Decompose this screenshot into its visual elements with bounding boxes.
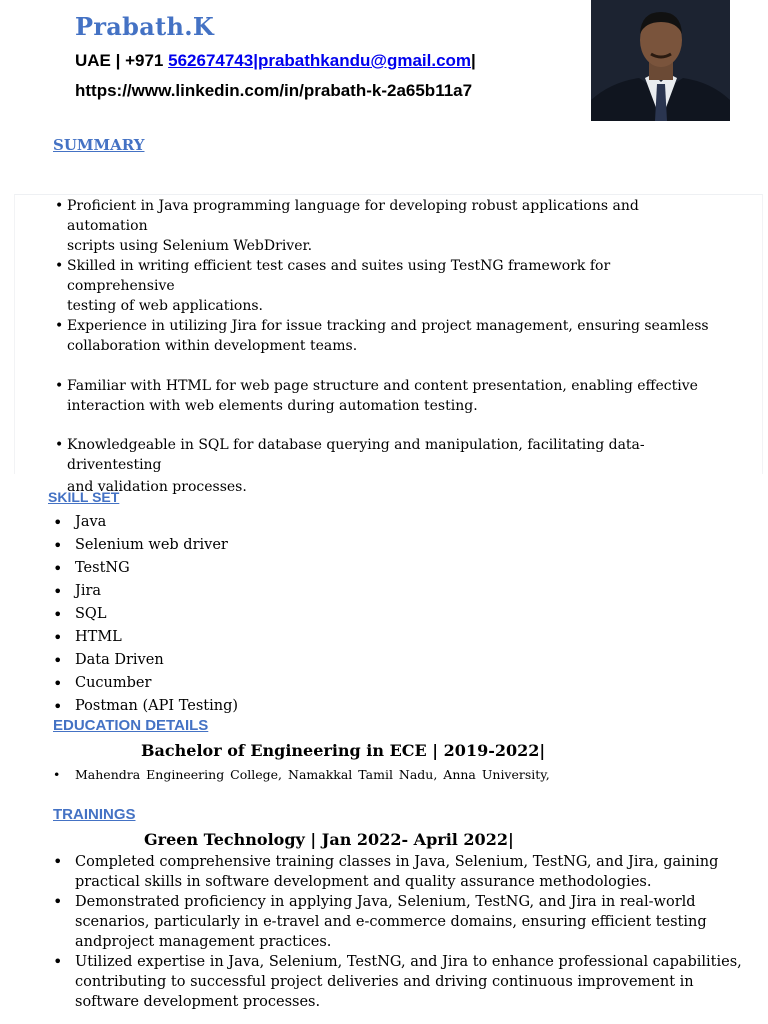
bullet-icon: •	[53, 767, 61, 782]
summary-line-1: Experience in utilizing Jira for issue tracking and project management, ensuring seamless	[67, 318, 709, 334]
list-item: • Demonstrated proficiency in applying Java, Selenium, TestNG, and Jira in real-world scenarios, particularly in e-travel and e-commerce domains, ensuring efficient testing andproject management practices.	[53, 892, 743, 952]
list-item: • Data Driven	[53, 649, 238, 672]
summary-line-2: testing of web applications.	[67, 298, 263, 314]
bullet-icon: •	[55, 258, 64, 274]
list-item: • Utilized expertise in Java, Selenium, TestNG, and Jira to enhance professional capabilities, contributing to successful project deliveries and driving continuous improvement in software development processes.	[53, 952, 743, 1012]
summary-heading: SUMMARY	[53, 136, 145, 154]
list-item: • TestNG	[53, 557, 238, 580]
skill-list	[53, 511, 238, 718]
list-item: • Cucumber	[53, 672, 238, 695]
bullet-icon: •	[55, 198, 64, 214]
bullet-icon: •	[55, 318, 64, 334]
trainings-heading: TRAININGS	[53, 806, 136, 823]
degree-title: Bachelor of Engineering in ECE | 2019-2022|	[141, 741, 546, 760]
skill-set-heading: SKILL SET	[48, 489, 120, 505]
bullet-icon: •	[55, 437, 64, 453]
summary-line-1: Proficient in Java programming language for developing robust applications and automation	[67, 198, 639, 234]
summary-item	[55, 435, 725, 497]
summary-item	[55, 316, 720, 356]
list-item: • Selenium web driver	[53, 534, 238, 557]
location-phone-prefix: UAE | +971	[75, 51, 169, 70]
list-item: • Completed comprehensive training classes in Java, Selenium, TestNG, and Jira, gaining practical skills in software development and quality assurance methodologies.	[53, 852, 743, 892]
college-name: Mahendra Engineering College, Namakkal Tamil Nadu, Anna University,	[75, 767, 550, 782]
list-item: • Jira	[53, 580, 238, 603]
summary-line-1: Familiar with HTML for web page structure and content presentation, enabling effective	[67, 378, 698, 394]
training-list	[53, 852, 743, 1012]
contact-line	[75, 51, 476, 71]
college-line	[53, 767, 550, 782]
linkedin-url: https://www.linkedin.com/in/prabath-k-2a65b11a7	[75, 81, 473, 100]
bullet-icon: •	[55, 378, 64, 394]
contact-separator: |	[471, 51, 476, 70]
summary-line-1: Knowledgeable in SQL for database querying and manipulation, facilitating data-driventesting	[67, 437, 645, 473]
summary-item	[55, 376, 720, 416]
candidate-name: Prabath.K	[75, 12, 215, 41]
summary-item	[55, 256, 720, 316]
summary-line-2: and validation processes.	[67, 479, 247, 495]
profile-photo	[591, 0, 730, 121]
summary-item	[55, 196, 720, 256]
summary-line-2: scripts using Selenium WebDriver.	[67, 238, 313, 254]
list-item: • Postman (API Testing)	[53, 695, 238, 718]
summary-line-2: collaboration within development teams.	[67, 338, 358, 354]
summary-line-2: interaction with web elements during automation testing.	[67, 398, 478, 414]
education-heading: EDUCATION DETAILS	[53, 717, 209, 734]
training-title: Green Technology | Jan 2022- April 2022|	[144, 830, 514, 849]
list-item: • Java	[53, 511, 238, 534]
phone-email-link[interactable]: 562674743|prabathkandu@gmail.com	[168, 51, 472, 70]
summary-line-1: Skilled in writing efficient test cases and suites using TestNG framework for comprehensive	[67, 258, 611, 294]
list-item: • SQL	[53, 603, 238, 626]
list-item: • HTML	[53, 626, 238, 649]
